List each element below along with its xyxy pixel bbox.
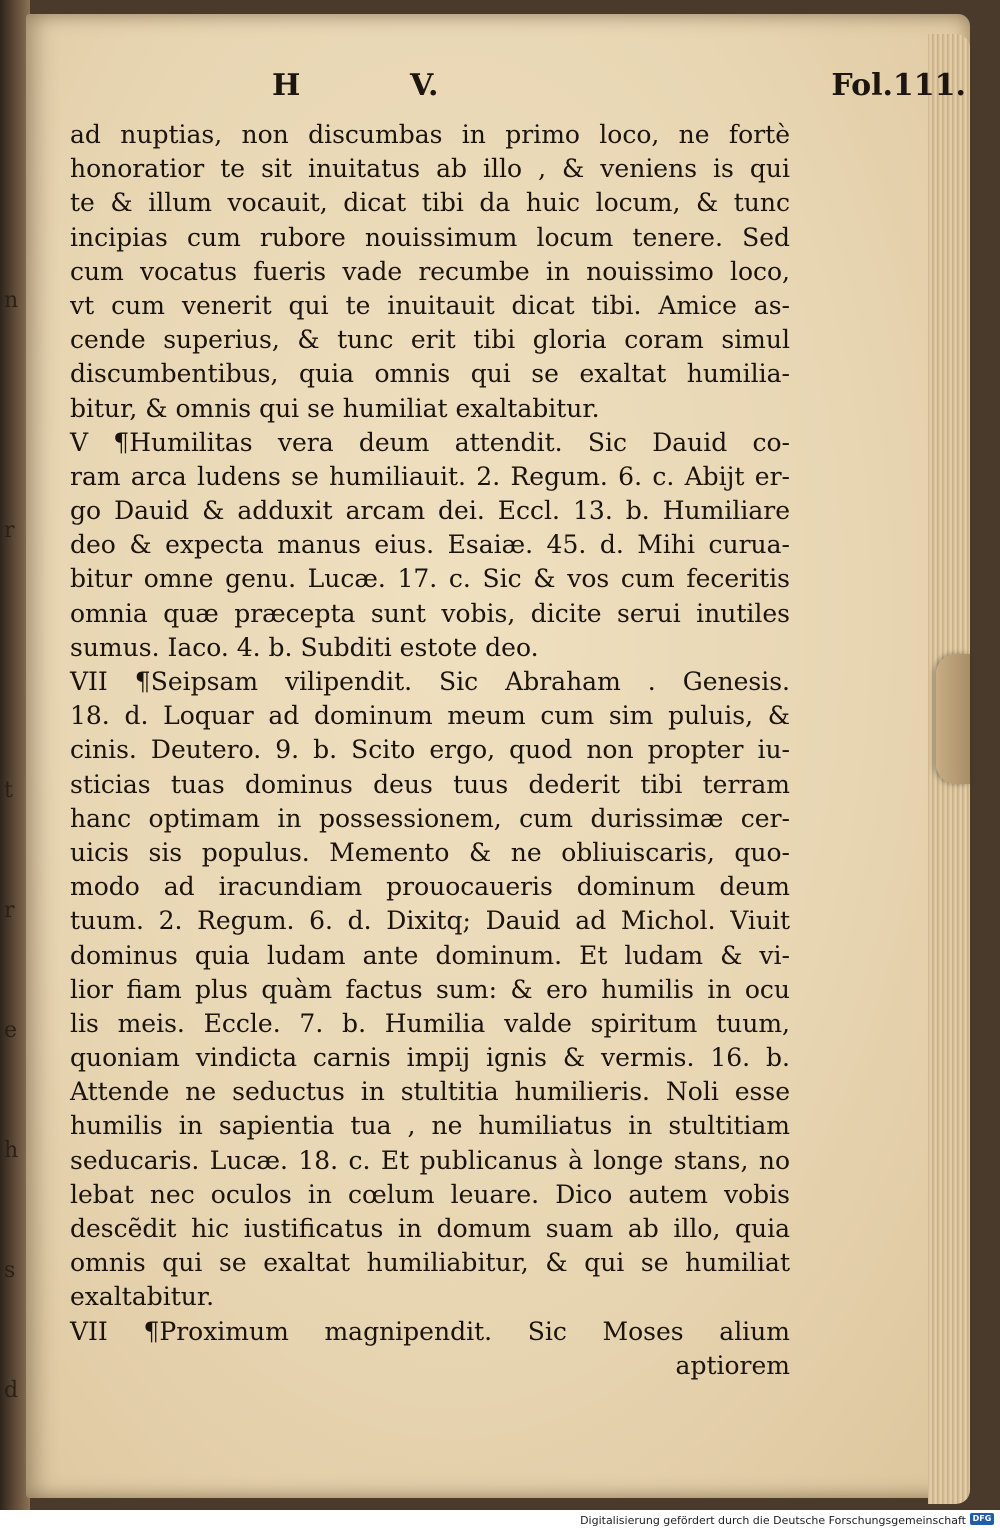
text-line: omnis qui se exaltat humiliabitur, & qui se humiliat [70,1248,790,1278]
dfg-logo-icon: DFG [970,1513,994,1525]
folio-number: Fol.111. [831,68,966,103]
text-line: seducaris. Lucæ. 18. c. Et publicanus à longe stans, no [70,1145,790,1175]
signature-mark: H [272,68,301,103]
text-line: V ¶Humilitas vera deum attendit. Sic Dauid co- [70,427,790,457]
text-line: cum vocatus fueris vade recumbe in nouissimo loco, [70,256,790,286]
body-text [70,118,790,1383]
text-line: descẽdit hic iustificatus in domum suam ab illo, quia [70,1214,790,1243]
clasp-tab [936,654,970,784]
text-line: modo ad iracundiam prouocaueris dominum deum [70,872,790,902]
text-line: ram arca ludens se humiliauit. 2. Regum. 6. c. Abijt er- [70,461,790,491]
text-line: lebat nec oculos in cœlum leuare. Dico autem vobis [70,1179,790,1209]
catchword: aptiorem [675,1350,790,1380]
text-line: lis meis. Eccle. 7. b. Humilia valde spiritum tuum, [70,1008,790,1038]
text-line: uicis sis populus. Memento & ne obliuiscaris, quo- [70,837,790,867]
text-line: incipias cum rubore nouissimum locum tenere. Sed [70,222,790,252]
text-line: honoratior te sit inuitatus ab illo , & veniens is qui [70,154,790,184]
text-line: discumbentibus, quia omnis qui se exaltat humilia- [70,359,790,389]
text-line: cinis. Deutero. 9. b. Scito ergo, quod non propter iu- [70,735,790,765]
text-line: omnia quæ præcepta sunt vobis, dicite serui inutiles [70,598,790,628]
adjacent-page-edge: n r t r e h s d [0,0,30,1510]
text-line: bitur, & omnis qui se humiliat exaltabitur. [70,393,600,423]
text-line: humilis in sapientia tua , ne humiliatus in stultitiam [70,1111,790,1141]
digitization-footer [0,1510,1000,1530]
funding-credit: Digitalisierung gefördert durch die Deutsche Forschungsgemeinschaft [580,1514,966,1527]
text-line: go Dauid & adduxit arcam dei. Eccl. 13. b. Humiliare [70,496,790,526]
text-line: deo & expecta manus eius. Esaiæ. 45. d. Mihi curua- [70,530,790,560]
text-line: sumus. Iaco. 4. b. Subditi estote deo. [70,632,539,662]
text-line: quoniam vindicta carnis impij ignis & vermis. 16. b. [70,1043,790,1073]
text-line: cende superius, & tunc erit tibi gloria coram simul [70,325,790,355]
text-line: 18. d. Loquar ad dominum meum cum sim puluis, & [70,701,790,731]
text-line: VII ¶Seipsam vilipendit. Sic Abraham . Genesis. [70,667,790,696]
text-line: hanc optimam in possessionem, cum durissimæ cer- [70,803,790,833]
text-line: bitur omne genu. Lucæ. 17. c. Sic & vos cum feceritis [70,564,790,594]
text-line: sticias tuas dominus deus tuus dederit tibi terram [70,769,790,799]
text-line: vt cum venerit qui te inuitauit dicat tibi. Amice as- [70,290,790,320]
running-header [86,68,966,114]
text-line: ad nuptias, non discumbas in primo loco, ne fortè [70,120,790,149]
text-line: te & illum vocauit, dicat tibi da huic locum, & tunc [70,188,790,218]
text-line: Attende ne seductus in stultitia humilieris. Noli esse [70,1077,790,1107]
signature-number: V. [410,68,439,103]
text-line: lior fiam plus quàm factus sum: & ero humilis in ocu [70,974,790,1004]
text-line: tuum. 2. Regum. 6. d. Dixitq; Dauid ad Michol. Viuit [70,906,790,936]
text-line: exaltabitur. [70,1282,215,1312]
text-line: dominus quia ludam ante dominum. Et ludam & vi- [70,940,790,970]
text-line: VII ¶Proximum magnipendit. Sic Moses alium [70,1316,790,1346]
book-page [26,14,970,1498]
